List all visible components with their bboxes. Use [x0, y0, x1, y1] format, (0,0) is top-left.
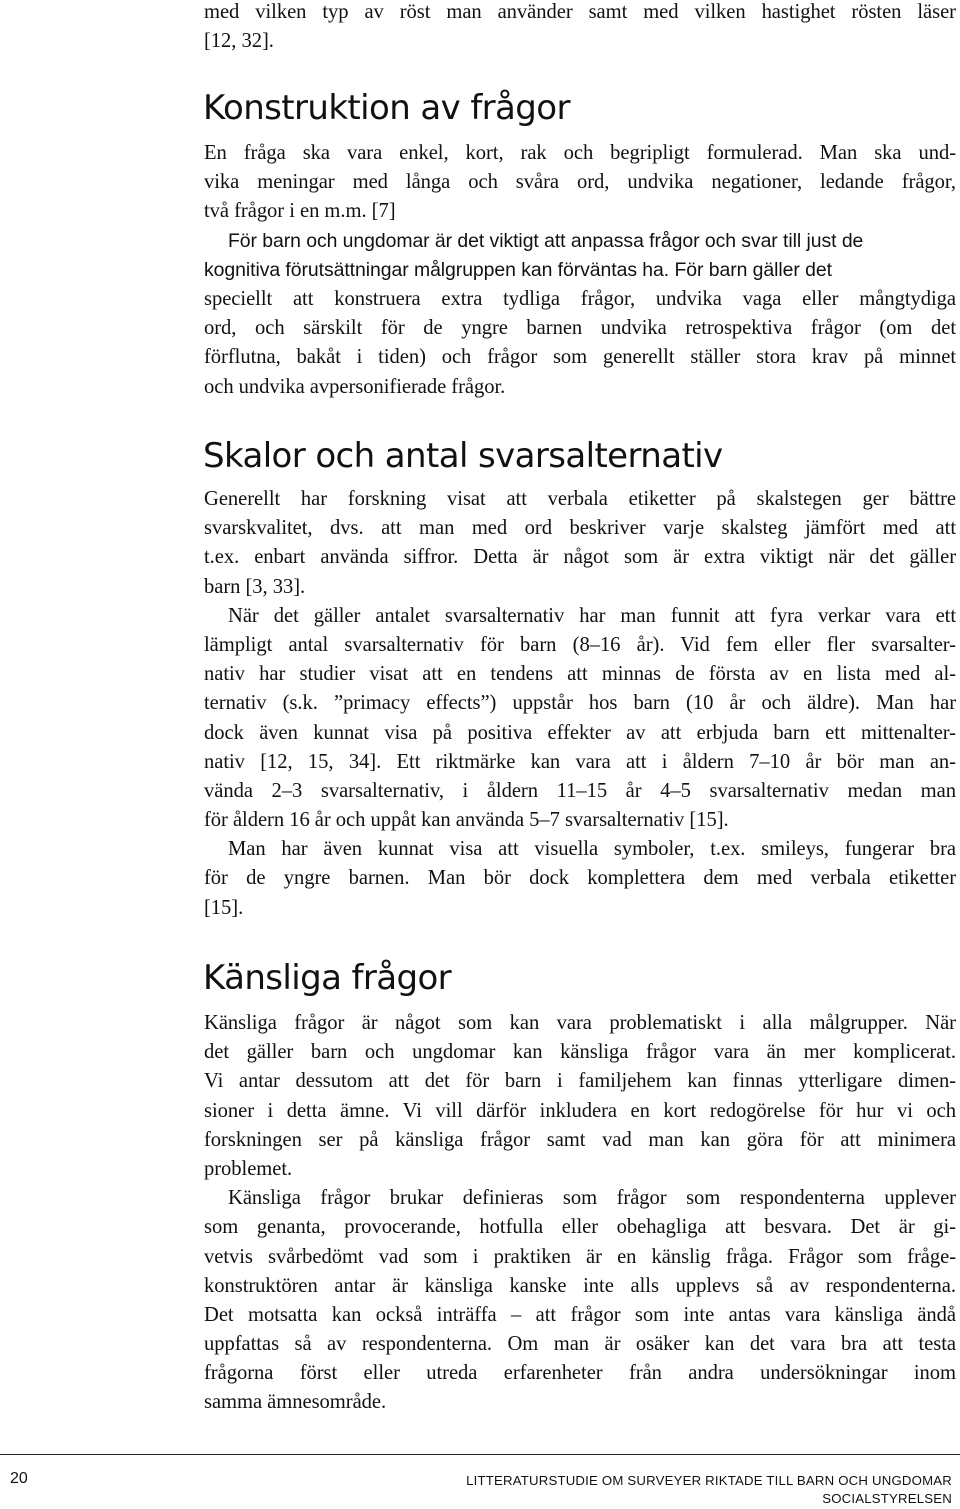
text-line: ternativ (s.k. ”primacy effects”) uppstår hos barn (10 år och äldre). Man har: [204, 692, 956, 715]
text-line: Känsliga frågor brukar definieras som frågor som respondenterna upplever: [228, 1187, 956, 1210]
text-line: barn [3, 33].: [204, 575, 306, 598]
text-line: frågorna först eller utreda erfarenheter från andra undersökningar inom: [204, 1362, 956, 1385]
text-line: med vilken typ av röst man använder samt med vilken hastighet rösten läser: [204, 1, 956, 23]
text-line: [12, 32].: [204, 30, 274, 53]
text-line: för de yngre barnen. Man bör dock komplettera dem med verbala etiketter: [204, 867, 956, 890]
text-line: uppfattas så av respondenterna. Om man är osäker kan det vara bra att testa: [204, 1333, 956, 1356]
text-line: Man har även kunnat visa att visuella symboler, t.ex. smileys, fungerar bra: [228, 838, 956, 861]
intro-paragraph: [204, 0, 956, 56]
text-line: nativ har studier visat att en tendens att minnas de första av en lista med al-: [204, 663, 956, 686]
text-line: För barn och ungdomar är det viktigt att anpassa frågor och svar till just de: [228, 229, 864, 252]
footer-publisher: SOCIALSTYRELSEN: [822, 1491, 952, 1506]
heading-konstruktion: Konstruktion av frågor: [203, 88, 570, 128]
text-line: som genanta, provocerande, hotfulla eller obehagliga att besvara. Det är gi-: [204, 1216, 956, 1239]
section2-body: [204, 485, 956, 923]
text-line: förflutna, bakåt i tiden) och frågor som generellt ställer stora krav på minnet: [204, 346, 956, 369]
text-line: När det gäller antalet svarsalternativ har man funnit att fyra verkar vara ett: [228, 604, 956, 627]
text-line: vetvis svårbedömt vad som i praktiken är en känslig fråga. Frågor som fråge-: [204, 1245, 956, 1268]
text-line: två frågor i en m.m. [7]: [204, 200, 396, 223]
section1-body: [204, 139, 956, 402]
text-line: sioner i detta ämne. Vi vill därför inkludera en kort redogörelse för hur vi och: [204, 1099, 956, 1122]
text-line: nativ [12, 15, 34]. Ett riktmärke kan vara att i åldern 7–10 år bör man an-: [204, 750, 956, 773]
text-line: samma ämnesområde.: [204, 1391, 387, 1414]
text-line: dock även kunnat visa på positiva effekter av att erbjuda barn ett mittenalter-: [204, 721, 956, 744]
text-line: vika meningar med långa och svåra ord, undvika negationer, ledande frågor,: [204, 171, 956, 194]
text-line: Vi antar dessutom att det för barn i familjehem kan finnas ytterligare dimen-: [204, 1070, 956, 1093]
section3-body: [204, 1009, 956, 1418]
text-line: kognitiva förutsättningar målgruppen kan förväntas ha. För barn gäller det: [204, 258, 832, 281]
footer-title: LITTERATURSTUDIE OM SURVEYER RIKTADE TILL BARN OCH UNGDOMAR: [466, 1473, 952, 1488]
text-line: t.ex. enbart använda siffror. Detta är något som är extra viktigt när det gäller: [204, 546, 956, 569]
text-line: En fråga ska vara enkel, kort, rak och begripligt formulerad. Man ska und-: [204, 142, 956, 164]
footer-divider: [0, 1454, 960, 1455]
text-line: Känsliga frågor är något som kan vara problematiskt i alla målgrupper. När: [204, 1012, 956, 1034]
heading-kansliga: Känsliga frågor: [203, 958, 452, 998]
text-line: [15].: [204, 896, 244, 919]
text-line: Generellt har forskning visat att verbala etiketter på skalstegen ger bättre: [204, 488, 956, 510]
text-line: forskningen ser på känsliga frågor samt vad man kan göra för att minimera: [204, 1128, 956, 1151]
heading-skalor: Skalor och antal svarsalternativ: [203, 436, 723, 476]
text-line: speciellt att konstruera extra tydliga frågor, undvika vaga eller mångtydiga: [204, 287, 956, 310]
text-line: problemet.: [204, 1157, 293, 1180]
text-line: och undvika avpersonifierade frågor.: [204, 375, 506, 398]
text-line: konstruktören antar är känsliga kanske inte alls upplevs så av respondenterna.: [204, 1274, 956, 1297]
page-number: 20: [10, 1470, 28, 1487]
text-line: det gäller barn och ungdomar kan känsliga frågor vara än mer komplicerat.: [204, 1041, 956, 1064]
text-line: ord, och särskilt för de yngre barnen undvika retrospektiva frågor (om det: [204, 317, 956, 340]
text-line: lämpligt antal svarsalternativ för barn (8–16 år). Vid fem eller fler svarsalter-: [204, 633, 956, 656]
text-line: Det motsatta kan också inträffa – att frågor som inte antas vara känsliga ändå: [204, 1303, 956, 1326]
text-line: vända 2–3 svarsalternativ, i åldern 11–15 år 4–5 svarsalternativ medan man: [204, 779, 956, 802]
text-line: svarskvalitet, dvs. att man med ord beskriver varje skalsteg jämfört med att: [204, 517, 956, 540]
text-line: för åldern 16 år och uppåt kan använda 5–7 svarsalternativ [15].: [204, 809, 729, 832]
